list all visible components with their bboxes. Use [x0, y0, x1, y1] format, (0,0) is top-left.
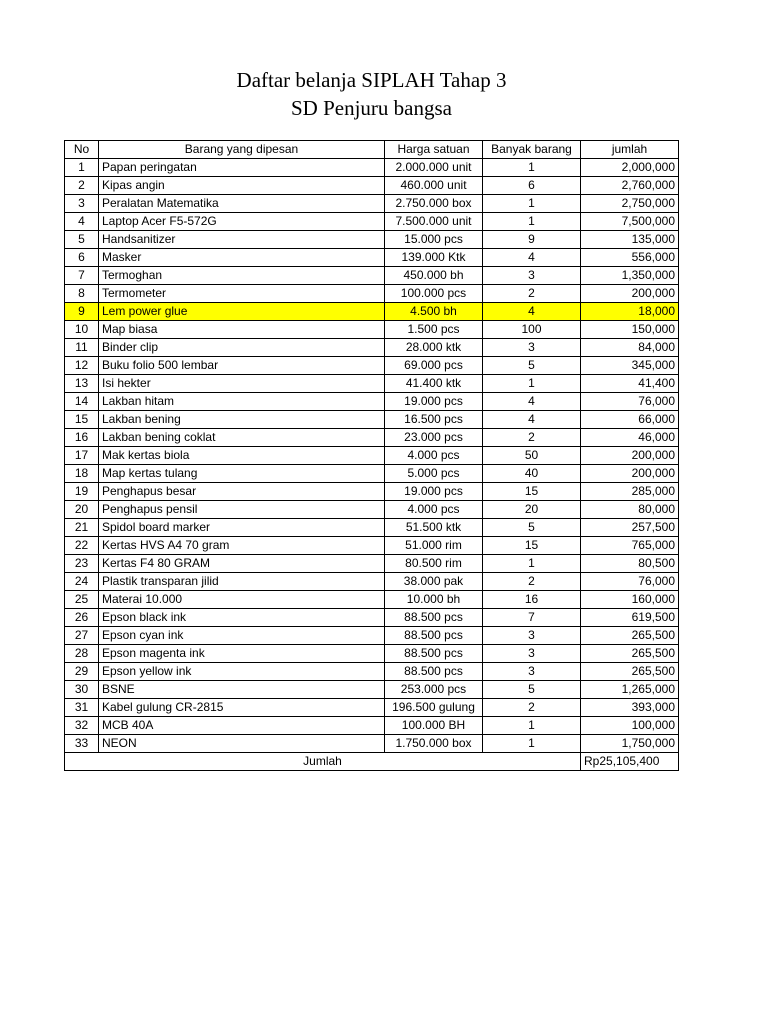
row-item-name: Lakban hitam [99, 393, 385, 411]
table-row [65, 177, 679, 195]
table-row [65, 609, 679, 627]
row-quantity: 9 [483, 231, 581, 249]
table-row [65, 555, 679, 573]
table-row [65, 429, 679, 447]
row-unit-price: 100.000 pcs [385, 285, 483, 303]
row-item-name: Kertas F4 80 GRAM [99, 555, 385, 573]
shopping-list-table [64, 140, 679, 771]
row-total: 765,000 [581, 537, 679, 555]
row-unit-price: 51.000 rim [385, 537, 483, 555]
table-row [65, 537, 679, 555]
row-item-name: Termoghan [99, 267, 385, 285]
row-total: 265,500 [581, 627, 679, 645]
row-unit-price: 139.000 Ktk [385, 249, 483, 267]
row-total: 200,000 [581, 285, 679, 303]
row-total: 18,000 [581, 303, 679, 321]
row-unit-price: 41.400 ktk [385, 375, 483, 393]
table-row [65, 411, 679, 429]
row-quantity: 3 [483, 339, 581, 357]
table-header-row [65, 141, 679, 159]
row-total: 7,500,000 [581, 213, 679, 231]
row-total: 556,000 [581, 249, 679, 267]
row-quantity: 4 [483, 303, 581, 321]
row-item-name: Map biasa [99, 321, 385, 339]
row-item-name: Penghapus besar [99, 483, 385, 501]
row-total: 257,500 [581, 519, 679, 537]
row-total: 1,350,000 [581, 267, 679, 285]
row-quantity: 1 [483, 375, 581, 393]
row-item-name: Epson yellow ink [99, 663, 385, 681]
document-title: Daftar belanja SIPLAH Tahap 3 [236, 68, 507, 92]
row-total: 285,000 [581, 483, 679, 501]
row-unit-price: 253.000 pcs [385, 681, 483, 699]
row-unit-price: 4.000 pcs [385, 447, 483, 465]
row-unit-price: 15.000 pcs [385, 231, 483, 249]
row-quantity: 5 [483, 681, 581, 699]
row-no: 20 [65, 501, 99, 519]
row-unit-price: 100.000 BH [385, 717, 483, 735]
row-quantity: 15 [483, 537, 581, 555]
row-no: 5 [65, 231, 99, 249]
row-item-name: Buku folio 500 lembar [99, 357, 385, 375]
row-no: 29 [65, 663, 99, 681]
header-total: jumlah [581, 141, 679, 159]
row-total: 1,265,000 [581, 681, 679, 699]
row-item-name: Peralatan Matematika [99, 195, 385, 213]
row-quantity: 4 [483, 249, 581, 267]
table-row [65, 591, 679, 609]
row-item-name: Lakban bening [99, 411, 385, 429]
row-quantity: 1 [483, 735, 581, 753]
row-no: 32 [65, 717, 99, 735]
summary-row [65, 753, 679, 771]
row-unit-price: 88.500 pcs [385, 645, 483, 663]
row-unit-price: 450.000 bh [385, 267, 483, 285]
row-no: 21 [65, 519, 99, 537]
row-item-name: Mak kertas biola [99, 447, 385, 465]
row-no: 14 [65, 393, 99, 411]
row-item-name: Kabel gulung CR-2815 [99, 699, 385, 717]
row-quantity: 7 [483, 609, 581, 627]
row-unit-price: 4.000 pcs [385, 501, 483, 519]
table-row [65, 285, 679, 303]
table-row [65, 501, 679, 519]
table-row [65, 249, 679, 267]
row-unit-price: 19.000 pcs [385, 483, 483, 501]
row-no: 23 [65, 555, 99, 573]
row-unit-price: 51.500 ktk [385, 519, 483, 537]
row-no: 12 [65, 357, 99, 375]
row-total: 150,000 [581, 321, 679, 339]
row-item-name: BSNE [99, 681, 385, 699]
row-quantity: 3 [483, 267, 581, 285]
document-subtitle: SD Penjuru bangsa [291, 96, 452, 120]
row-no: 15 [65, 411, 99, 429]
row-quantity: 5 [483, 357, 581, 375]
header-unit-price: Harga satuan [385, 141, 483, 159]
row-total: 76,000 [581, 573, 679, 591]
row-quantity: 20 [483, 501, 581, 519]
row-unit-price: 5.000 pcs [385, 465, 483, 483]
row-unit-price: 88.500 pcs [385, 663, 483, 681]
row-no: 9 [65, 303, 99, 321]
table-row [65, 393, 679, 411]
row-item-name: Papan peringatan [99, 159, 385, 177]
row-unit-price: 460.000 unit [385, 177, 483, 195]
row-unit-price: 88.500 pcs [385, 609, 483, 627]
row-quantity: 3 [483, 663, 581, 681]
row-item-name: Map kertas tulang [99, 465, 385, 483]
table-row [65, 357, 679, 375]
row-unit-price: 28.000 ktk [385, 339, 483, 357]
table-row [65, 735, 679, 753]
row-no: 11 [65, 339, 99, 357]
row-total: 265,500 [581, 663, 679, 681]
row-quantity: 6 [483, 177, 581, 195]
table-row [65, 483, 679, 501]
row-total: 46,000 [581, 429, 679, 447]
table-row [65, 717, 679, 735]
table-row [65, 573, 679, 591]
row-quantity: 1 [483, 159, 581, 177]
row-item-name: Kertas HVS A4 70 gram [99, 537, 385, 555]
row-no: 31 [65, 699, 99, 717]
header-item: Barang yang dipesan [99, 141, 385, 159]
row-quantity: 40 [483, 465, 581, 483]
row-item-name: Lem power glue [99, 303, 385, 321]
row-total: 135,000 [581, 231, 679, 249]
row-item-name: Binder clip [99, 339, 385, 357]
row-total: 80,500 [581, 555, 679, 573]
row-unit-price: 23.000 pcs [385, 429, 483, 447]
row-total: 345,000 [581, 357, 679, 375]
row-no: 25 [65, 591, 99, 609]
row-unit-price: 1.750.000 box [385, 735, 483, 753]
table-row [65, 267, 679, 285]
row-unit-price: 7.500.000 unit [385, 213, 483, 231]
row-quantity: 3 [483, 627, 581, 645]
table-row [65, 159, 679, 177]
row-item-name: Kipas angin [99, 177, 385, 195]
table-row [65, 303, 679, 321]
row-no: 8 [65, 285, 99, 303]
row-quantity: 1 [483, 213, 581, 231]
row-item-name: Materai 10.000 [99, 591, 385, 609]
table-row [65, 663, 679, 681]
row-item-name: Spidol board marker [99, 519, 385, 537]
row-item-name: Isi hekter [99, 375, 385, 393]
table-row [65, 465, 679, 483]
row-quantity: 2 [483, 429, 581, 447]
row-total: 1,750,000 [581, 735, 679, 753]
row-no: 18 [65, 465, 99, 483]
row-total: 100,000 [581, 717, 679, 735]
header-quantity: Banyak barang [483, 141, 581, 159]
row-total: 2,750,000 [581, 195, 679, 213]
row-no: 1 [65, 159, 99, 177]
row-quantity: 1 [483, 195, 581, 213]
row-item-name: Masker [99, 249, 385, 267]
row-quantity: 2 [483, 573, 581, 591]
row-item-name: Termometer [99, 285, 385, 303]
row-quantity: 1 [483, 717, 581, 735]
table-row [65, 321, 679, 339]
row-unit-price: 80.500 rim [385, 555, 483, 573]
row-quantity: 4 [483, 393, 581, 411]
table-row [65, 447, 679, 465]
table-row [65, 339, 679, 357]
row-item-name: Lakban bening coklat [99, 429, 385, 447]
row-no: 28 [65, 645, 99, 663]
row-total: 41,400 [581, 375, 679, 393]
row-quantity: 100 [483, 321, 581, 339]
row-unit-price: 88.500 pcs [385, 627, 483, 645]
row-no: 16 [65, 429, 99, 447]
row-no: 2 [65, 177, 99, 195]
row-no: 22 [65, 537, 99, 555]
row-quantity: 15 [483, 483, 581, 501]
row-no: 33 [65, 735, 99, 753]
table-row [65, 699, 679, 717]
row-no: 6 [65, 249, 99, 267]
row-total: 619,500 [581, 609, 679, 627]
row-no: 17 [65, 447, 99, 465]
row-quantity: 2 [483, 699, 581, 717]
row-no: 3 [65, 195, 99, 213]
summary-label: Jumlah [65, 753, 581, 771]
row-item-name: Handsanitizer [99, 231, 385, 249]
row-total: 200,000 [581, 465, 679, 483]
row-quantity: 1 [483, 555, 581, 573]
table-row [65, 519, 679, 537]
row-no: 27 [65, 627, 99, 645]
row-total: 84,000 [581, 339, 679, 357]
row-total: 160,000 [581, 591, 679, 609]
row-unit-price: 10.000 bh [385, 591, 483, 609]
row-no: 7 [65, 267, 99, 285]
row-total: 80,000 [581, 501, 679, 519]
row-total: 66,000 [581, 411, 679, 429]
row-item-name: MCB 40A [99, 717, 385, 735]
row-item-name: NEON [99, 735, 385, 753]
row-no: 19 [65, 483, 99, 501]
table-row [65, 375, 679, 393]
row-unit-price: 38.000 pak [385, 573, 483, 591]
row-unit-price: 69.000 pcs [385, 357, 483, 375]
row-no: 4 [65, 213, 99, 231]
row-unit-price: 2.000.000 unit [385, 159, 483, 177]
table-row [65, 213, 679, 231]
row-item-name: Epson magenta ink [99, 645, 385, 663]
row-unit-price: 4.500 bh [385, 303, 483, 321]
row-item-name: Penghapus pensil [99, 501, 385, 519]
row-total: 200,000 [581, 447, 679, 465]
row-item-name: Epson black ink [99, 609, 385, 627]
row-total: 2,760,000 [581, 177, 679, 195]
row-no: 10 [65, 321, 99, 339]
row-item-name: Laptop Acer F5-572G [99, 213, 385, 231]
table-row [65, 627, 679, 645]
row-quantity: 3 [483, 645, 581, 663]
header-no: No [65, 141, 99, 159]
row-total: 393,000 [581, 699, 679, 717]
row-total: 76,000 [581, 393, 679, 411]
row-quantity: 2 [483, 285, 581, 303]
row-no: 30 [65, 681, 99, 699]
row-item-name: Plastik transparan jilid [99, 573, 385, 591]
row-total: 265,500 [581, 645, 679, 663]
table-row [65, 231, 679, 249]
row-total: 2,000,000 [581, 159, 679, 177]
row-unit-price: 16.500 pcs [385, 411, 483, 429]
row-quantity: 50 [483, 447, 581, 465]
row-quantity: 4 [483, 411, 581, 429]
row-unit-price: 19.000 pcs [385, 393, 483, 411]
table-row [65, 645, 679, 663]
row-unit-price: 2.750.000 box [385, 195, 483, 213]
row-unit-price: 196.500 gulung [385, 699, 483, 717]
row-no: 13 [65, 375, 99, 393]
row-quantity: 5 [483, 519, 581, 537]
row-item-name: Epson cyan ink [99, 627, 385, 645]
row-no: 26 [65, 609, 99, 627]
row-quantity: 16 [483, 591, 581, 609]
row-no: 24 [65, 573, 99, 591]
table-row [65, 195, 679, 213]
summary-value: Rp25,105,400 [581, 753, 679, 771]
table-row [65, 681, 679, 699]
row-unit-price: 1.500 pcs [385, 321, 483, 339]
